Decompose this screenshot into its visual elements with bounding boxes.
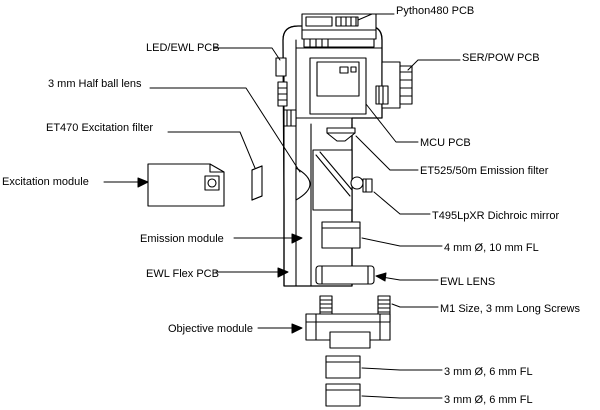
label-emission-module: Emission module xyxy=(140,233,224,245)
label-python480-pcb: Python480 PCB xyxy=(396,5,475,17)
python480-pcb-shape xyxy=(302,14,376,47)
label-dichroic-mirror: T495LpXR Dichroic mirror xyxy=(432,210,560,222)
ewl-lens-shape xyxy=(316,266,374,284)
label-mcu-pcb: MCU PCB xyxy=(420,137,471,149)
label-excitation-filter: ET470 Excitation filter xyxy=(46,122,153,134)
label-lens-3mm-b: 3 mm Ø, 6 mm FL xyxy=(444,394,533,406)
label-ewl-lens: EWL LENS xyxy=(440,276,496,288)
achromat-lens-shape xyxy=(322,222,360,248)
label-objective-module: Objective module xyxy=(168,323,253,335)
label-half-ball-lens: 3 mm Half ball lens xyxy=(48,78,142,90)
label-excitation-module: Excitation module xyxy=(2,176,89,188)
label-screws: M1 Size, 3 mm Long Screws xyxy=(440,303,580,315)
label-lens-4mm: 4 mm Ø, 10 mm FL xyxy=(444,242,539,254)
label-ser-pow-pcb: SER/POW PCB xyxy=(462,52,540,64)
mcu-pcb-shape xyxy=(310,58,366,114)
dichroic-mirror-shape xyxy=(313,150,372,210)
label-lens-3mm-a: 3 mm Ø, 6 mm FL xyxy=(444,366,533,378)
objective-lens-shapes xyxy=(326,356,360,406)
label-led-ewl-pcb: LED/EWL PCB xyxy=(146,42,220,54)
excitation-filter-shape xyxy=(252,166,262,200)
objective-module-shape xyxy=(306,314,390,348)
label-emission-filter: ET525/50m Emission filter xyxy=(420,165,549,177)
excitation-block-shape xyxy=(148,164,224,206)
label-ewl-flex-pcb: EWL Flex PCB xyxy=(146,268,219,280)
